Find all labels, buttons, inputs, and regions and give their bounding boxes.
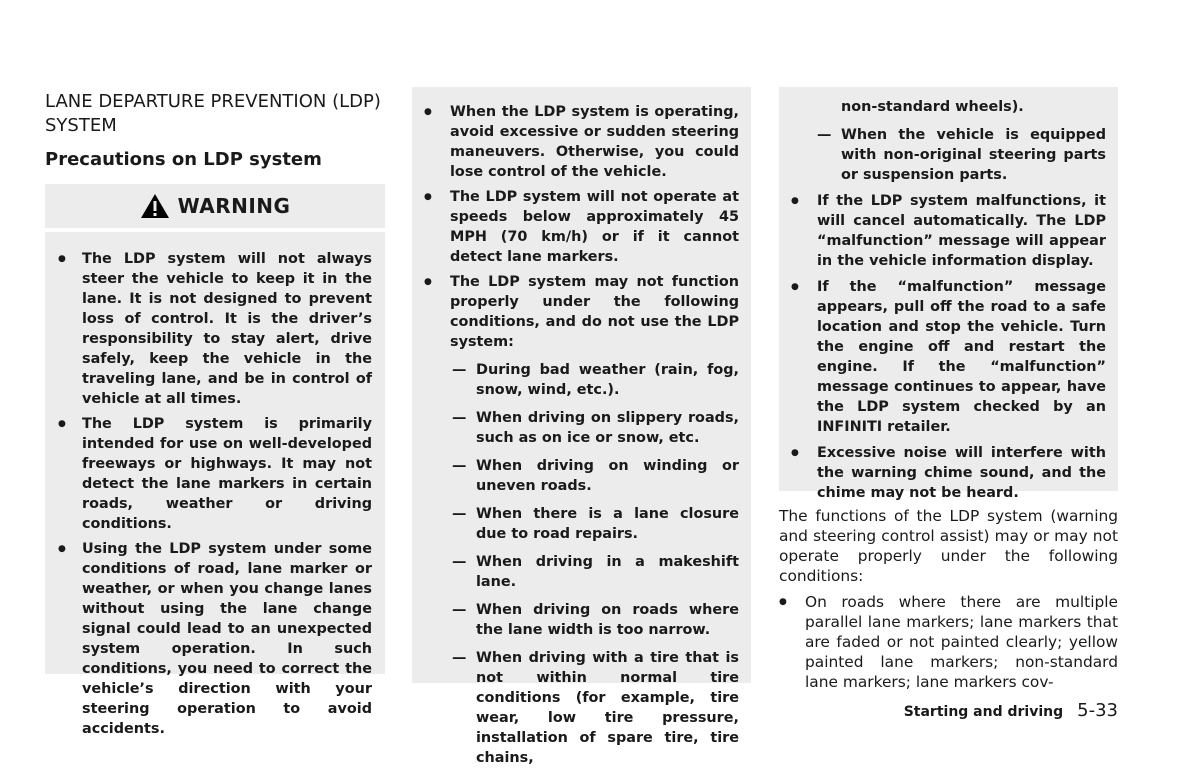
caution-list xyxy=(791,191,1106,503)
condition-item: — When driving on winding or uneven roads. xyxy=(450,456,739,496)
condition-item: — When there is a lane closure due to road repairs. xyxy=(450,504,739,544)
condition-item: — When driving on roads where the lane width is too narrow. xyxy=(450,600,739,640)
list-item: ● The LDP system is primarily intended for use on well-developed freeways or highways. It may not detect the lane markers in certain roads, weather or driving conditions. xyxy=(58,414,372,534)
list-item: ● Excessive noise will interfere with the warning chime sound, and the chime may not be heard. xyxy=(791,443,1106,503)
right-body xyxy=(779,506,1118,692)
condition-bullets xyxy=(779,592,1118,692)
caution-list xyxy=(424,102,739,768)
condition-item: — When driving in a makeshift lane. xyxy=(450,552,739,592)
list-item: ● If the LDP system malfunctions, it will cancel automatically. The LDP “malfunction” message will appear in the vehicle information display. xyxy=(791,191,1106,271)
section-title: LANE DEPARTURE PREVENTION (LDP) SYSTEM xyxy=(45,91,381,136)
condition-item: — When driving with a tire that is not within normal tire conditions (for example, tire wear, low tire pressure, installation of spare tire, tire chains, xyxy=(450,648,739,768)
continued-text: non-standard wheels). xyxy=(841,99,1024,115)
condition-item: — When the vehicle is equipped with non-original steering parts or suspension parts. xyxy=(815,125,1106,185)
warning-box xyxy=(45,184,385,737)
list-item xyxy=(424,272,739,768)
list-item: ● Using the LDP system under some conditions of road, lane marker or weather, or when you change lanes without using the lane change signal could lead to an unexpected system operation. In such conditions, you need to correct the vehicle’s direction with your steering operation to avoid accidents. xyxy=(58,539,372,739)
left-column xyxy=(45,90,385,737)
condition-list xyxy=(450,360,739,768)
body-paragraph: The functions of the LDP system (warning and steering control assist) may or may not operate properly under the following conditions: xyxy=(779,507,1118,585)
page-number: 5-33 xyxy=(1077,700,1118,721)
list-item: ● If the “malfunction” message appears, pull off the road to a safe location and stop the vehicle. Turn the engine off and restart the engine. If the “malfunction” message continues to appear, have the LDP system checked by an INFINITI retailer. xyxy=(791,277,1106,437)
page-footer xyxy=(904,700,1118,721)
warning-header xyxy=(45,184,385,232)
warning-list xyxy=(58,232,372,739)
list-item-text: The LDP system may not function properly under the following conditions, and do not use the LDP system: xyxy=(450,274,739,350)
condition-item: — During bad weather (rain, fog, snow, wind, etc.). xyxy=(450,360,739,400)
warning-label: WARNING xyxy=(177,194,291,218)
list-item: ● When the LDP system is operating, avoid excessive or sudden steering maneuvers. Otherwise, you could lose control of the vehicle. xyxy=(424,102,739,182)
footer-section: Starting and driving xyxy=(903,704,1064,720)
condition-item: — When driving on slippery roads, such as on ice or snow, etc. xyxy=(450,408,739,448)
list-item: ● The LDP system will not operate at speeds below approximately 45 MPH (70 km/h) or if it cannot detect lane markers. xyxy=(424,187,739,267)
list-item: ● The LDP system will not always steer the vehicle to keep it in the lane. It is not designed to prevent loss of control. It is the driver’s responsibility to stay alert, drive safely, keep the vehicle in the traveling lane, and be in control of vehicle at all times. xyxy=(58,249,372,409)
subsection-title: Precautions on LDP system xyxy=(45,149,322,170)
list-item: ● On roads where there are multiple parallel lane markers; lane markers that are faded or not painted clearly; yellow painted lane markers; non-standard lane markers; lane markers cov- xyxy=(779,592,1118,692)
warning-triangle-icon xyxy=(140,193,170,219)
condition-list xyxy=(791,125,1106,185)
middle-column xyxy=(412,87,751,766)
right-caution-box xyxy=(779,87,1118,501)
